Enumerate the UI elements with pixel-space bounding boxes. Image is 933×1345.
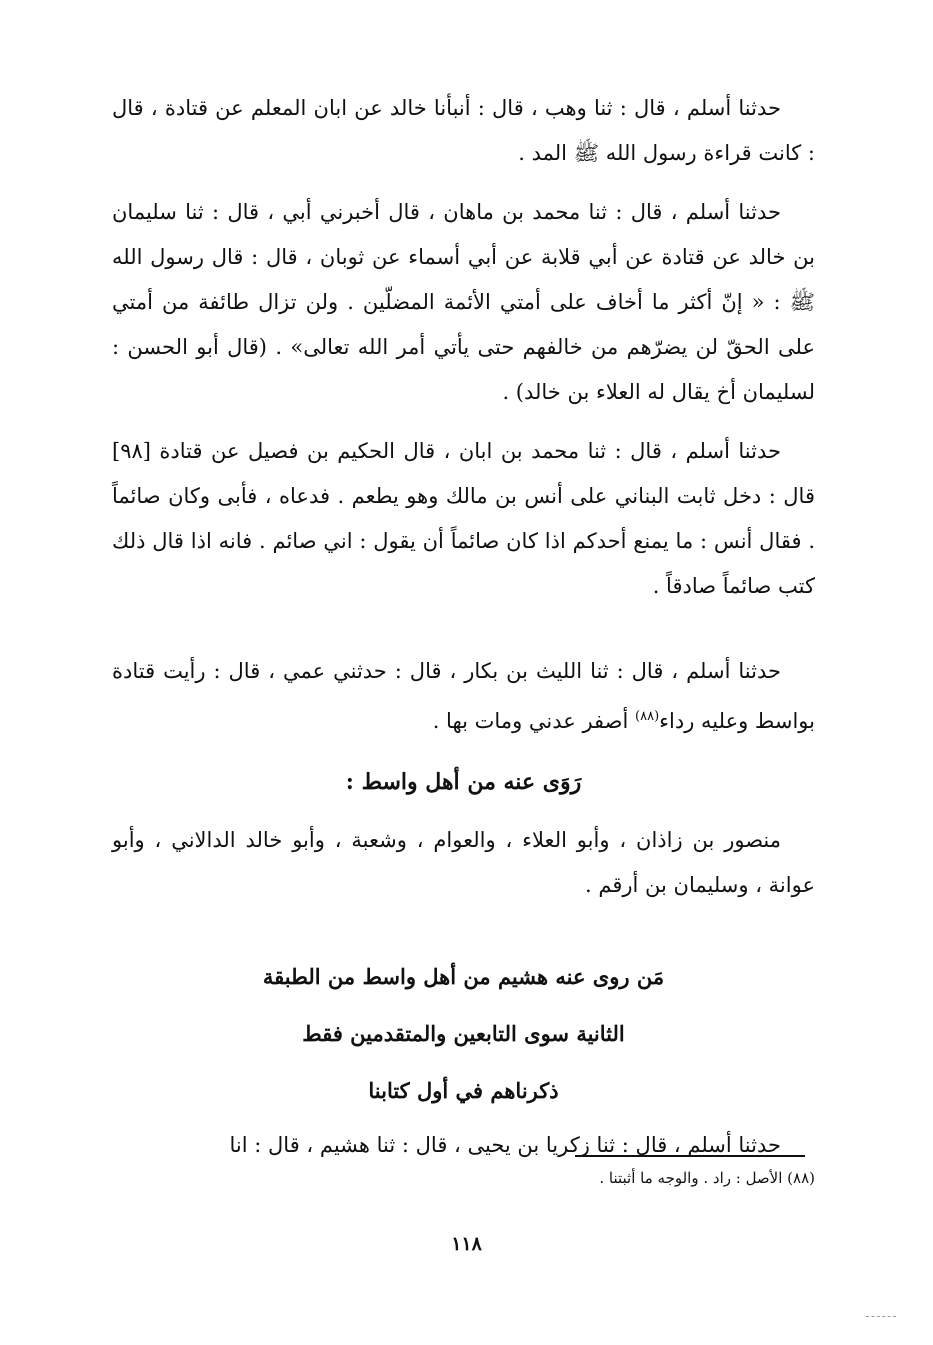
hadith-paragraph-3: حدثنا أسلم ، قال : ثنا محمد بن ابان ، قال الحكيم بن فصيل عن قتادة [٩٨] قال : دخل ثابت البناني على أنس بن مالك وهو يطعم . فدعاه ، فأبى وكان صائماً . فقال أنس : ما يمنع أحدكم اذا كان صائماً أن يقول : اني صائم . فانه اذا قال ذلك كتب صائماً صادقاً . (112, 439, 815, 598)
page-number: ١١٨ (451, 1233, 482, 1255)
hadith-paragraph-1: حدثنا أسلم ، قال : ثنا وهب ، قال : أنبأنا خالد عن ابان المعلم عن قتادة ، قال : كانت قراءة رسول الله ﷺ المد . (112, 96, 815, 165)
hadith-paragraph-4-text: حدثنا أسلم ، قال : ثنا الليث بن بكار ، قال : حدثني عمي ، قال : رأيت قتادة بواسط وعليه رداء (112, 659, 815, 733)
footnote-divider (575, 1155, 805, 1157)
section-heading: رَوَى عنه من أهل واسط : (345, 769, 582, 795)
subheading-line-3: ذكرناهم في أول كتابنا (368, 1078, 559, 1103)
main-text (112, 86, 815, 744)
narrators-list: منصور بن زاذان ، وأبو العلاء ، والعوام ، وشعبة ، وأبو خالد الدالاني ، وأبو عوانة ، وسليمان بن أرقم . (112, 828, 815, 897)
footnote-reference: (٨٨) (635, 709, 660, 724)
subheading-line-2: الثانية سوى التابعين والمتقدمين فقط (302, 1021, 625, 1046)
hadith-paragraph-4 (112, 649, 815, 744)
footnote-text: (٨٨) الأصل : راد . والوجه ما أثبتنا . (599, 1169, 815, 1187)
subheading-line-1: مَن روى عنه هشيم من أهل واسط من الطبقة (262, 964, 665, 989)
hadith-paragraph-2: حدثنا أسلم ، قال : ثنا محمد بن ماهان ، قال أخبرني أبي ، قال : ثنا سليمان بن خالد عن قتادة عن أبي قلابة عن أبي أسماء عن ثوبان ، قال : قال رسول الله ﷺ : « إنّ أكثر ما أخاف على أمتي الأئمة المضلّين . ولن تزال طائفة من أمتي على الحقّ لن يضرّهم من خالفهم حتى يأتي أمر الله تعالى» . (قال أبو الحسن : لسليمان أخ يقال له العلاء بن خالد) . (112, 200, 815, 404)
chapter-subheading (112, 948, 815, 1119)
hadith-paragraph-5: حدثنا أسلم ، قال : ثنا زكريا بن يحيى ، قال : ثنا هشيم ، قال : انا (229, 1133, 781, 1157)
hadith-paragraph-4-end: أصفر عدني ومات بها . (432, 709, 629, 733)
scan-mark (866, 1316, 896, 1317)
